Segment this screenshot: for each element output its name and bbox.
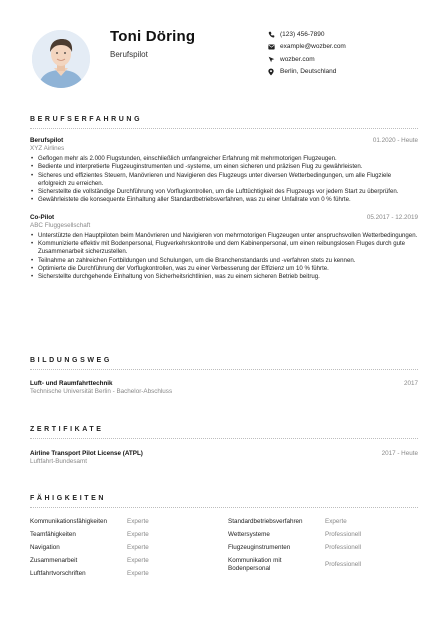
section-divider [30, 507, 418, 508]
job-bullets [30, 232, 418, 282]
section-divider [30, 128, 418, 129]
job-position: Co-Pilot [30, 213, 55, 221]
certificates-heading: ZERTIFIKATE [30, 426, 104, 433]
job-company: ABC Fluggesellschaft [30, 221, 91, 229]
experience-section [30, 116, 418, 282]
location-icon [268, 68, 280, 76]
contact-website-text: wozber.com [280, 55, 315, 63]
experience-entry [30, 214, 418, 282]
list-item: • Kommunizierte effektiv mit Bodenpersonal, Flugverkehrskontrolle und dem Kabinenpersonal, um einen reibungslosen Fluges durch gute Zusammenarbeit sicherzustellen. [31, 240, 406, 256]
certificate-issuer: Luftfahrt-Bundesamt [30, 458, 88, 465]
education-section [30, 357, 418, 395]
contact-website[interactable] [268, 53, 438, 66]
experience-entry [30, 137, 418, 205]
email-icon [268, 44, 280, 50]
list-item: • Optimierte die Durchführung der Vorflugkontrollen, was zu einer Verbesserung der Effizienz um 10 % führte. [31, 264, 329, 272]
school-name: Technische Universität Berlin - Bachelor-Abschluss [30, 388, 173, 395]
certificate-date: 2017 - Heute [381, 450, 418, 457]
contact-location-text: Berlin, Deutschland [280, 68, 337, 76]
skills-section [30, 495, 418, 608]
link-icon [268, 56, 280, 63]
job-bullets [30, 155, 418, 205]
list-item: • Unterstützte den Hauptpiloten beim Manövrieren und Navigieren von mehrmotorigen Flugzeugen unter anspruchsvollen Wetterbedingungen. [31, 231, 418, 239]
contact-list [268, 28, 438, 78]
section-divider [30, 369, 418, 370]
contact-email-text: example@wozber.com [280, 43, 346, 51]
person-photo-icon [32, 30, 90, 88]
contact-email[interactable] [268, 41, 438, 54]
degree-date: 2017 [403, 380, 418, 387]
certificate-name: Airline Transport Pilot License (ATPL) [30, 450, 143, 457]
contact-location [268, 66, 438, 79]
education-entry [30, 380, 418, 395]
person-name: Toni Döring [110, 28, 196, 45]
job-date: 01.2020 - Heute [372, 137, 418, 144]
experience-heading: BERUFSERFAHRUNG [30, 116, 143, 123]
degree-name: Luft- und Raumfahrttechnik [30, 380, 113, 387]
avatar [32, 30, 90, 88]
list-item: • Sicherstellte durchgehende Einhaltung von Sicherheitsrichtlinien, was zu einem sicheren Betrieb beitrug. [31, 273, 320, 281]
job-company: XYZ Airlines [30, 145, 65, 152]
certificate-entry [30, 450, 418, 465]
certificates-section [30, 426, 418, 465]
list-item: • Bediente und interpretierte Flugzeuginstrumenten und -systeme, um einen sicheren und präzisen Flug zu gewährleisten. [31, 163, 363, 171]
job-position: Berufspilot [30, 137, 64, 144]
list-item: • Sicheres und effizientes Steuern, Manövrieren und Navigieren des Flugzeugs unter diversen Wetterbedingungen, um alle Flugziele erfolgreich zu erreichen. [31, 171, 392, 187]
contact-phone [268, 28, 438, 41]
skills-heading: FÄHIGKEITEN [30, 495, 107, 502]
skills-table: Kommunikationsfähigkeiten Experte Teamfähigkeiten Experte Navigation Experte Zusammenarbeit Experte Luftfahrtvorschriften Experte Standardbetriebsverfahren Experte Wettersysteme Professionell Flugzeuginstrumenten Professionell Kommunikation mit Bodenpersonal Professionell [30, 518, 362, 577]
resume-header [0, 0, 448, 100]
education-heading: BILDUNGSWEG [30, 357, 112, 364]
list-item: • Geflogen mehr als 2.000 Flugstunden, einschließlich umfangreicher Erfahrung mit mehrmotorigen Flugzeugen. [31, 155, 337, 162]
contact-phone-text: (123) 456-7890 [280, 30, 325, 38]
list-item: • Sicherstellte die vollständige Durchführung von Vorflugkontrollen, um die Lufttüchtigkeit des Flugzeugs vor jedem Start zu überprüfen. [31, 188, 399, 196]
list-item: • Teilnahme an zahlreichen Fortbildungen und Schulungen, um die Branchenstandards und -verfahren stets zu kennen. [31, 256, 356, 264]
phone-icon [268, 31, 280, 38]
section-divider [30, 438, 418, 439]
job-title: Berufspilot [110, 50, 148, 59]
job-date: 05.2017 - 12.2019 [366, 213, 418, 221]
list-item: • Gewährleistete die konsequente Einhaltung aller Standardbetriebsverfahren, was zu einer Unfallrate von 0 % führte. [31, 196, 351, 204]
